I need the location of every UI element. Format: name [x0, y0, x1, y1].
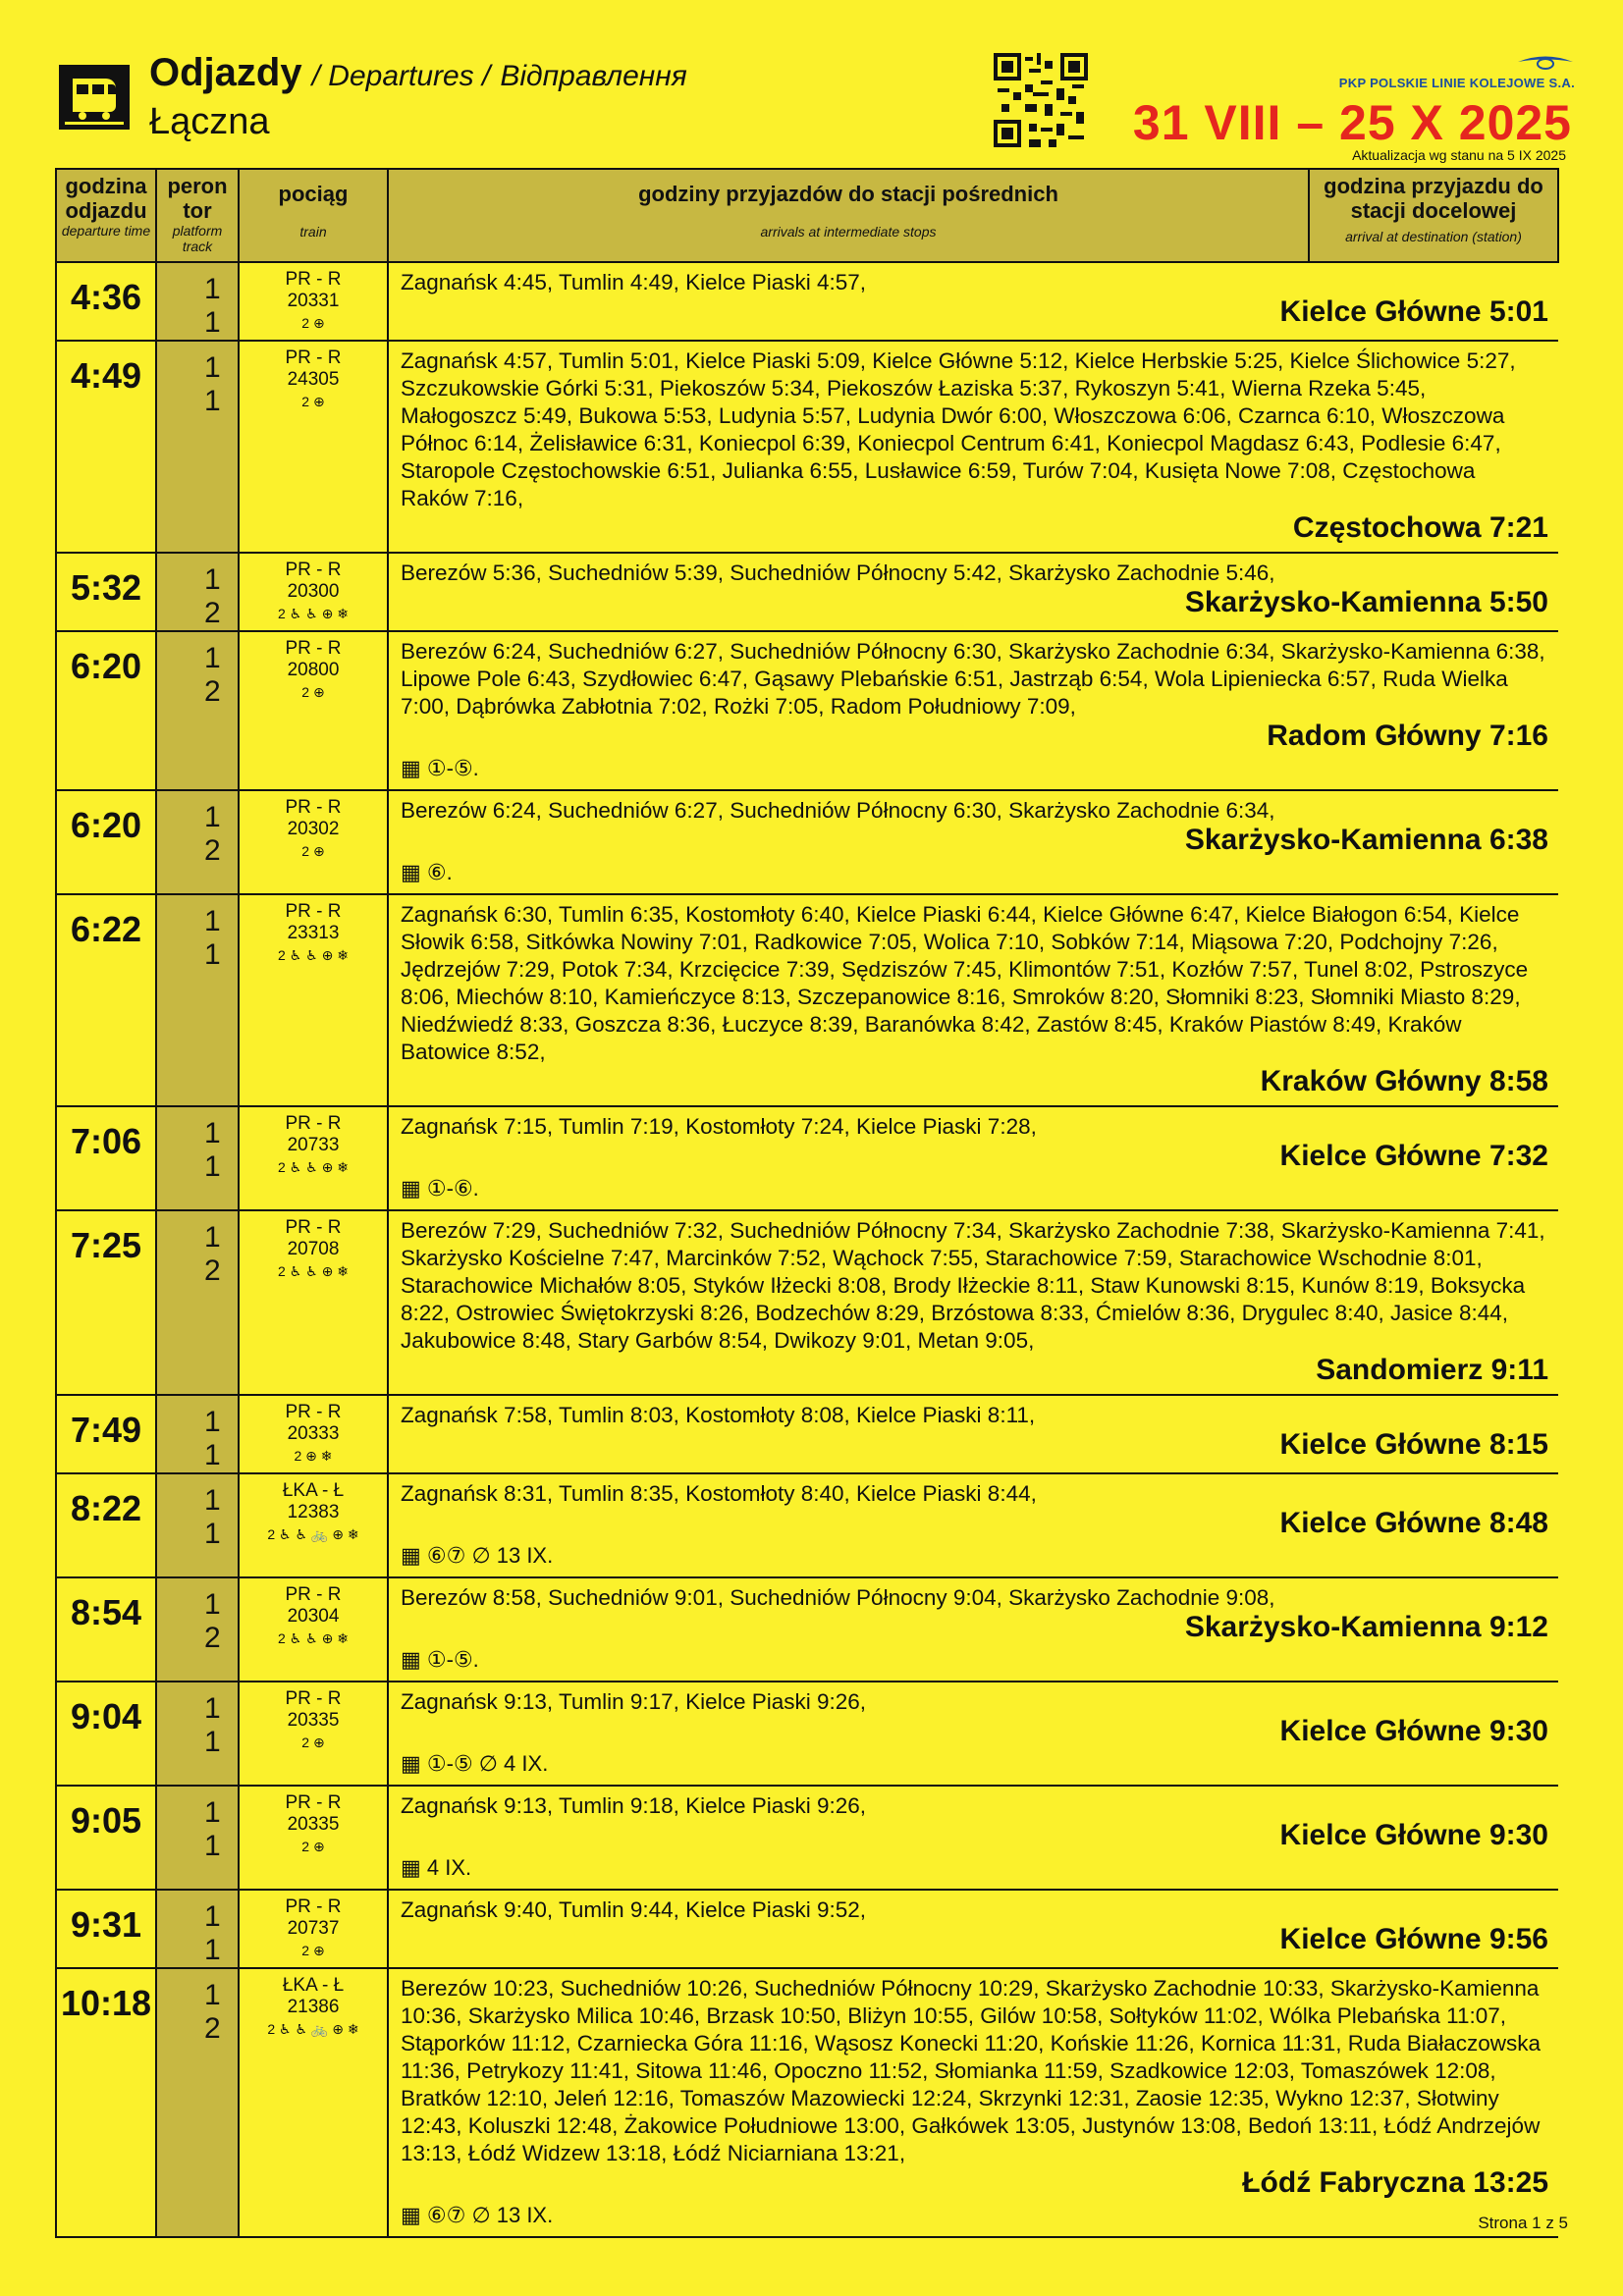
departure-time: 8:54 — [56, 1577, 156, 1682]
col-header-time — [56, 169, 156, 262]
train-info — [239, 1577, 388, 1682]
intermediate-stops: Zagnańsk 9:13, Tumlin 9:18, Kielce Piaski 9:26, — [401, 1793, 867, 1818]
table-row — [56, 790, 1558, 894]
destination: Kielce Główne 5:01 — [1279, 295, 1548, 328]
destination: Częstochowa 7:21 — [1292, 511, 1548, 544]
track-number: 2 — [204, 675, 221, 708]
train-info — [239, 1210, 388, 1395]
train-amenities-icons: 2 ♿ ♿ ⊕ ❄ — [278, 606, 349, 621]
stops-cell — [388, 1473, 1558, 1577]
col-header-train-en: train — [299, 224, 327, 240]
train-category: PR - R — [285, 797, 342, 818]
stops-cell — [388, 1210, 1558, 1395]
track-number: 2 — [204, 2012, 221, 2045]
train-category: PR - R — [285, 269, 342, 290]
train-category: PR - R — [285, 901, 342, 922]
platform-number: 1 — [204, 1692, 221, 1725]
platform-number: 1 — [204, 905, 221, 937]
train-number: 20335 — [287, 1814, 340, 1835]
table-row — [56, 1210, 1558, 1395]
departure-time: 8:22 — [56, 1473, 156, 1577]
train-amenities-icons: 2 ♿ ♿ ⊕ ❄ — [278, 947, 349, 963]
train-number: 20737 — [287, 1918, 340, 1939]
train-number: 21386 — [287, 1997, 340, 2017]
table-row — [56, 341, 1558, 553]
stops-cell — [388, 341, 1558, 553]
table-row — [56, 262, 1558, 341]
destination: Sandomierz 9:11 — [1316, 1354, 1548, 1386]
track-number: 1 — [204, 1439, 221, 1471]
page-number: Strona 1 z 5 — [1478, 2214, 1568, 2232]
col-header-train-pl: pociąg — [278, 182, 349, 206]
table-row — [56, 1682, 1558, 1786]
departure-time: 5:32 — [56, 553, 156, 631]
train-info — [239, 1106, 388, 1210]
intermediate-stops: Zagnańsk 7:15, Tumlin 7:19, Kostomłoty 7:24, Kielce Piaski 7:28, — [401, 1114, 1037, 1139]
track-number: 2 — [204, 597, 221, 629]
col-header-track-en: platform track — [172, 223, 223, 254]
train-amenities-icons: 2 ♿ ♿ ⊕ ❄ — [278, 1630, 349, 1646]
destination: Skarżysko-Kamienna 9:12 — [1184, 1611, 1548, 1643]
col-header-dest-pl: godzina przyjazdu do stacji docelowej — [1324, 174, 1543, 223]
table-row — [56, 1577, 1558, 1682]
stops-cell — [388, 1395, 1558, 1473]
track-number: 1 — [204, 385, 221, 417]
stops-cell — [388, 631, 1558, 790]
train-amenities-icons: 2 ⊕ — [301, 1943, 325, 1958]
destination: Kielce Główne 8:48 — [1279, 1507, 1548, 1539]
platform-track — [156, 1890, 239, 1968]
destination: Kielce Główne 9:56 — [1279, 1923, 1548, 1955]
col-header-dest-en: arrival at destination (station) — [1345, 229, 1522, 244]
platform-number: 1 — [204, 642, 221, 674]
col-header-stops — [388, 169, 1309, 262]
operating-days: ▦ ⑥⑦ ∅ 13 IX. — [401, 2203, 554, 2227]
train-info — [239, 1890, 388, 1968]
platform-number: 1 — [204, 1406, 221, 1438]
train-amenities-icons: 2 ♿ ♿ ⊕ ❄ — [278, 1159, 349, 1175]
train-info — [239, 1968, 388, 2237]
page-title — [149, 51, 687, 95]
operating-days: ▦ ⑥. — [401, 860, 453, 884]
intermediate-stops: Berezów 6:24, Suchedniów 6:27, Suchedniów Północny 6:30, Skarżysko Zachodnie 6:34, Skarżysko-Kamienna 6:38, Lipowe Pole 6:43, Szydłowiec 6:47, Gąsawy Plebańskie 6:51, Jastrząb 6:54, Wola Lipieniecka 6:57, Ruda Wielka 7:00, Dąbrówka Zabłotnia 7:02, Rożki 7:05, Radom Południowy 7:09, — [401, 639, 1545, 719]
table-row — [56, 1968, 1558, 2237]
train-info — [239, 1682, 388, 1786]
train-category: PR - R — [285, 1792, 342, 1813]
departure-time: 7:25 — [56, 1210, 156, 1395]
platform-track — [156, 1968, 239, 2237]
train-info — [239, 341, 388, 553]
train-number: 20733 — [287, 1135, 340, 1155]
stops-cell — [388, 1968, 1558, 2237]
destination: Kielce Główne 8:15 — [1279, 1428, 1548, 1461]
departure-time: 6:22 — [56, 894, 156, 1106]
platform-track — [156, 1473, 239, 1577]
table-row — [56, 1106, 1558, 1210]
train-amenities-icons: 2 ⊕ — [301, 684, 325, 700]
stops-cell — [388, 1682, 1558, 1786]
station-name: Łączna — [149, 101, 270, 142]
stops-cell — [388, 790, 1558, 894]
intermediate-stops: Berezów 6:24, Suchedniów 6:27, Suchedniów Północny 6:30, Skarżysko Zachodnie 6:34, — [401, 798, 1275, 823]
header-row — [56, 169, 1558, 262]
train-info — [239, 894, 388, 1106]
platform-number: 1 — [204, 563, 221, 596]
platform-number: 1 — [204, 1484, 221, 1517]
train-info — [239, 1786, 388, 1890]
col-header-track — [156, 169, 239, 262]
train-amenities-icons: 2 ⊕ — [301, 1839, 325, 1854]
train-category: ŁKA - Ł — [282, 1480, 345, 1501]
train-category: PR - R — [285, 1584, 342, 1605]
table-row — [56, 1786, 1558, 1890]
platform-track — [156, 631, 239, 790]
destination: Łódź Fabryczna 13:25 — [1242, 2166, 1548, 2199]
intermediate-stops: Berezów 7:29, Suchedniów 7:32, Suchedniów Północny 7:34, Skarżysko Zachodnie 7:38, Skarżysko-Kamienna 7:41, Skarżysko Kościelne 7:47, Marcinków 7:52, Wąchock 7:55, Starachowice 7:59, Starachowice Wschodnie 8:01, Starachowice Michałów 8:05, Styków Iłżecki 8:08, Brody Iłżeckie 8:11, Staw Kunowski 8:15, Kunów 8:19, Boksycka 8:22, Ostrowiec Świętokrzyski 8:26, Bodzechów 8:29, Brzóstowa 8:33, Ćmielów 8:36, Drygulec 8:40, Jasice 8:44, Jakubowice 8:48, Stary Garbów 8:54, Dwikozy 9:01, Metan 9:05, — [401, 1218, 1545, 1353]
departure-time: 4:49 — [56, 341, 156, 553]
train-info — [239, 1473, 388, 1577]
destination: Kraków Główny 8:58 — [1260, 1065, 1548, 1097]
train-number: 23313 — [287, 923, 340, 943]
platform-track — [156, 1682, 239, 1786]
validity-period: 31 VIII – 25 X 2025 — [1132, 95, 1572, 150]
platform-number: 1 — [204, 1900, 221, 1933]
platform-number: 1 — [204, 1796, 221, 1829]
title-block — [149, 51, 687, 143]
train-number: 20800 — [287, 660, 340, 680]
train-category: PR - R — [285, 1113, 342, 1134]
operating-days: ▦ ①-⑤ ∅ 4 IX. — [401, 1751, 549, 1776]
intermediate-stops: Zagnańsk 7:58, Tumlin 8:03, Kostomłoty 8:08, Kielce Piaski 8:11, — [401, 1403, 1036, 1427]
train-amenities-icons: 2 ⊕ — [301, 1735, 325, 1750]
train-number: 20300 — [287, 581, 340, 602]
departure-time: 6:20 — [56, 631, 156, 790]
platform-track — [156, 1210, 239, 1395]
platform-track — [156, 1786, 239, 1890]
intermediate-stops: Zagnańsk 9:13, Tumlin 9:17, Kielce Piaski 9:26, — [401, 1689, 867, 1714]
platform-track — [156, 1577, 239, 1682]
track-number: 1 — [204, 306, 221, 339]
operating-days: ▦ ①-⑤. — [401, 756, 479, 780]
track-number: 1 — [204, 1830, 221, 1862]
track-number: 2 — [204, 1622, 221, 1654]
operating-days: ▦ ⑥⑦ ∅ 13 IX. — [401, 1543, 554, 1568]
train-number: 20333 — [287, 1423, 340, 1444]
title-pl: Odjazdy — [149, 51, 302, 94]
train-amenities-icons: 2 ⊕ ❄ — [294, 1448, 333, 1464]
platform-track — [156, 553, 239, 631]
train-number: 20304 — [287, 1606, 340, 1627]
train-category: PR - R — [285, 1896, 342, 1917]
train-icon — [59, 65, 130, 130]
operating-days: ▦ ①-⑤. — [401, 1647, 479, 1672]
train-number: 20335 — [287, 1710, 340, 1731]
col-header-track-pl: peron tor — [167, 174, 228, 223]
intermediate-stops: Zagnańsk 4:45, Tumlin 4:49, Kielce Piaski 4:57, — [401, 270, 867, 294]
table-row — [56, 1890, 1558, 1968]
plk-emblem-icon — [1516, 53, 1575, 71]
operating-days: ▦ 4 IX. — [401, 1855, 472, 1880]
qr-code-icon[interactable] — [994, 53, 1088, 147]
train-number: 12383 — [287, 1502, 340, 1522]
departure-time: 7:06 — [56, 1106, 156, 1210]
platform-number: 1 — [204, 801, 221, 833]
destination: Skarżysko-Kamienna 5:50 — [1184, 586, 1548, 618]
track-number: 1 — [204, 1726, 221, 1758]
platform-number: 1 — [204, 351, 221, 384]
stops-cell — [388, 1106, 1558, 1210]
platform-number: 1 — [204, 1117, 221, 1149]
train-number: 20302 — [287, 819, 340, 839]
train-amenities-icons: 2 ⊕ — [301, 843, 325, 859]
col-header-stops-en: arrivals at intermediate stops — [760, 224, 937, 240]
departure-time: 10:18 — [56, 1968, 156, 2237]
train-info — [239, 553, 388, 631]
col-header-stops-pl: godziny przyjazdów do stacji pośrednich — [638, 182, 1058, 206]
train-category: ŁKA - Ł — [282, 1975, 345, 1996]
train-amenities-icons: 2 ♿ ♿ 🚲 ⊕ ❄ — [267, 2021, 359, 2037]
intermediate-stops: Zagnańsk 4:57, Tumlin 5:01, Kielce Piaski 5:09, Kielce Główne 5:12, Kielce Herbskie 5:25, Kielce Ślichowice 5:27, Szczukowskie Górki 5:31, Piekoszów 5:34, Piekoszów Łaziska 5:37, Rykoszyn 5:41, Wierna Rzeka 5:45, Małogoszcz 5:49, Bukowa 5:53, Ludynia 5:57, Ludynia Dwór 6:00, Włoszczowa 6:06, Czarnca 6:10, Włoszczowa Północ 6:14, Żelisławice 6:31, Koniecpol 6:39, Koniecpol Centrum 6:41, Koniecpol Magdasz 6:43, Podlesie 6:47, Staropole Częstochowskie 6:51, Julianka 6:55, Lusławice 6:59, Turów 7:04, Kusięta Nowe 7:08, Częstochowa Raków 7:16, — [401, 348, 1516, 510]
intermediate-stops: Zagnańsk 6:30, Tumlin 6:35, Kostomłoty 6:40, Kielce Piaski 6:44, Kielce Główne 6:47, Kielce Białogon 6:54, Kielce Słowik 6:58, Sitkówka Nowiny 7:01, Radkowice 7:05, Wolica 7:10, Sobków 7:14, Miąsowa 7:20, Podchojny 7:26, Jędrzejów 7:29, Potok 7:34, Krzcięcice 7:39, Sędziszów 7:45, Klimontów 7:51, Kozłów 7:57, Tunel 8:02, Pstroszyce 8:06, Miechów 8:10, Kamieńczyce 8:13, Szczepanowice 8:16, Smroków 8:20, Słomniki 8:23, Słomniki Miasto 8:29, Niedźwiedź 8:33, Goszcza 8:36, Łuczyce 8:39, Baranówka 8:42, Zastów 8:45, Kraków Piastów 8:49, Kraków Batowice 8:52, — [401, 902, 1529, 1064]
operator-logo — [1290, 53, 1575, 98]
table-row — [56, 553, 1558, 631]
departure-time: 4:36 — [56, 262, 156, 341]
train-amenities-icons: 2 ♿ ♿ 🚲 ⊕ ❄ — [267, 1526, 359, 1542]
table-row — [56, 1473, 1558, 1577]
platform-track — [156, 894, 239, 1106]
stops-cell — [388, 1890, 1558, 1968]
platform-track — [156, 1395, 239, 1473]
stops-cell — [388, 894, 1558, 1106]
col-header-train — [239, 169, 388, 262]
destination: Kielce Główne 7:32 — [1279, 1140, 1548, 1172]
train-category: PR - R — [285, 1217, 342, 1238]
train-number: 24305 — [287, 369, 340, 390]
platform-track — [156, 790, 239, 894]
train-category: PR - R — [285, 560, 342, 580]
train-number: 20708 — [287, 1239, 340, 1259]
track-number: 1 — [204, 1150, 221, 1183]
destination: Kielce Główne 9:30 — [1279, 1819, 1548, 1851]
train-category: PR - R — [285, 347, 342, 368]
platform-number: 1 — [204, 1588, 221, 1621]
table-row — [56, 894, 1558, 1106]
train-info — [239, 790, 388, 894]
departure-time: 6:20 — [56, 790, 156, 894]
departure-time: 7:49 — [56, 1395, 156, 1473]
train-category: PR - R — [285, 1688, 342, 1709]
track-number: 1 — [204, 938, 221, 971]
col-header-dest — [1309, 169, 1558, 262]
train-info — [239, 1395, 388, 1473]
train-amenities-icons: 2 ⊕ — [301, 394, 325, 409]
title-uk: Відправлення — [500, 60, 687, 92]
col-header-time-pl: godzina odjazdu — [65, 174, 147, 223]
update-note: Aktualizacja wg stanu na 5 IX 2025 — [1352, 147, 1566, 163]
intermediate-stops: Berezów 10:23, Suchedniów 10:26, Suchedniów Północny 10:29, Skarżysko Zachodnie 10:33, Skarżysko-Kamienna 10:36, Skarżysko Milica 10:46, Brzask 10:50, Bliżyn 10:55, Gilów 10:58, Sołtyków 11:02, Wólka Plebańska 11:07, Stąporków 11:12, Czarniecka Góra 11:16, Wąsosz Konecki 11:20, Końskie 11:26, Kornica 11:31, Ruda Białaczowska 11:36, Petrykozy 11:41, Sitowa 11:46, Opoczno 11:52, Słomianka 11:59, Szadkowice 12:03, Tomaszówek 12:08, Bratków 12:10, Jeleń 12:16, Tomaszów Mazowiecki 12:24, Skrzynki 12:31, Zaosie 12:35, Wykno 12:37, Słotwiny 12:43, Koluszki 12:48, Żakowice Południowe 13:00, Gałkówek 13:05, Justynów 13:08, Bedoń 13:11, Łódź Andrzejów 13:13, Łódź Widzew 13:18, Łódź Niciarniana 13:21, — [401, 1976, 1542, 2165]
destination: Skarżysko-Kamienna 6:38 — [1184, 824, 1548, 856]
track-number: 2 — [204, 1255, 221, 1287]
train-amenities-icons: 2 ♿ ♿ ⊕ ❄ — [278, 1263, 349, 1279]
intermediate-stops: Berezów 8:58, Suchedniów 9:01, Suchedniów Północny 9:04, Skarżysko Zachodnie 9:08, — [401, 1585, 1275, 1610]
platform-number: 1 — [204, 1979, 221, 2011]
track-number: 2 — [204, 834, 221, 867]
header — [55, 51, 1575, 167]
operator-name: PKP POLSKIE LINIE KOLEJOWE S.A. — [1338, 76, 1575, 90]
platform-number: 1 — [204, 273, 221, 305]
platform-track — [156, 341, 239, 553]
train-amenities-icons: 2 ⊕ — [301, 315, 325, 331]
intermediate-stops: Berezów 5:36, Suchedniów 5:39, Suchedniów Północny 5:42, Skarżysko Zachodnie 5:46, — [401, 561, 1275, 585]
destination: Kielce Główne 9:30 — [1279, 1715, 1548, 1747]
track-number: 1 — [204, 1518, 221, 1550]
stops-cell — [388, 553, 1558, 631]
train-category: PR - R — [285, 638, 342, 659]
intermediate-stops: Zagnańsk 9:40, Tumlin 9:44, Kielce Piaski 9:52, — [401, 1897, 867, 1922]
platform-track — [156, 1106, 239, 1210]
destination: Radom Główny 7:16 — [1267, 720, 1548, 752]
col-header-time-en: departure time — [61, 223, 151, 239]
stops-cell — [388, 1786, 1558, 1890]
stops-cell — [388, 1577, 1558, 1682]
platform-track — [156, 262, 239, 341]
train-info — [239, 631, 388, 790]
track-number: 1 — [204, 1934, 221, 1966]
train-number: 20331 — [287, 291, 340, 311]
title-en: / Departures / — [311, 60, 491, 92]
table-row — [56, 1395, 1558, 1473]
intermediate-stops: Zagnańsk 8:31, Tumlin 8:35, Kostomłoty 8:40, Kielce Piaski 8:44, — [401, 1481, 1037, 1506]
timetable — [55, 168, 1559, 2238]
stops-cell — [388, 262, 1558, 341]
departure-time: 9:05 — [56, 1786, 156, 1890]
platform-number: 1 — [204, 1221, 221, 1254]
departure-time: 9:31 — [56, 1890, 156, 1968]
departure-time: 9:04 — [56, 1682, 156, 1786]
train-info — [239, 262, 388, 341]
train-category: PR - R — [285, 1402, 342, 1422]
operating-days: ▦ ①-⑥. — [401, 1176, 479, 1201]
table-row — [56, 631, 1558, 790]
